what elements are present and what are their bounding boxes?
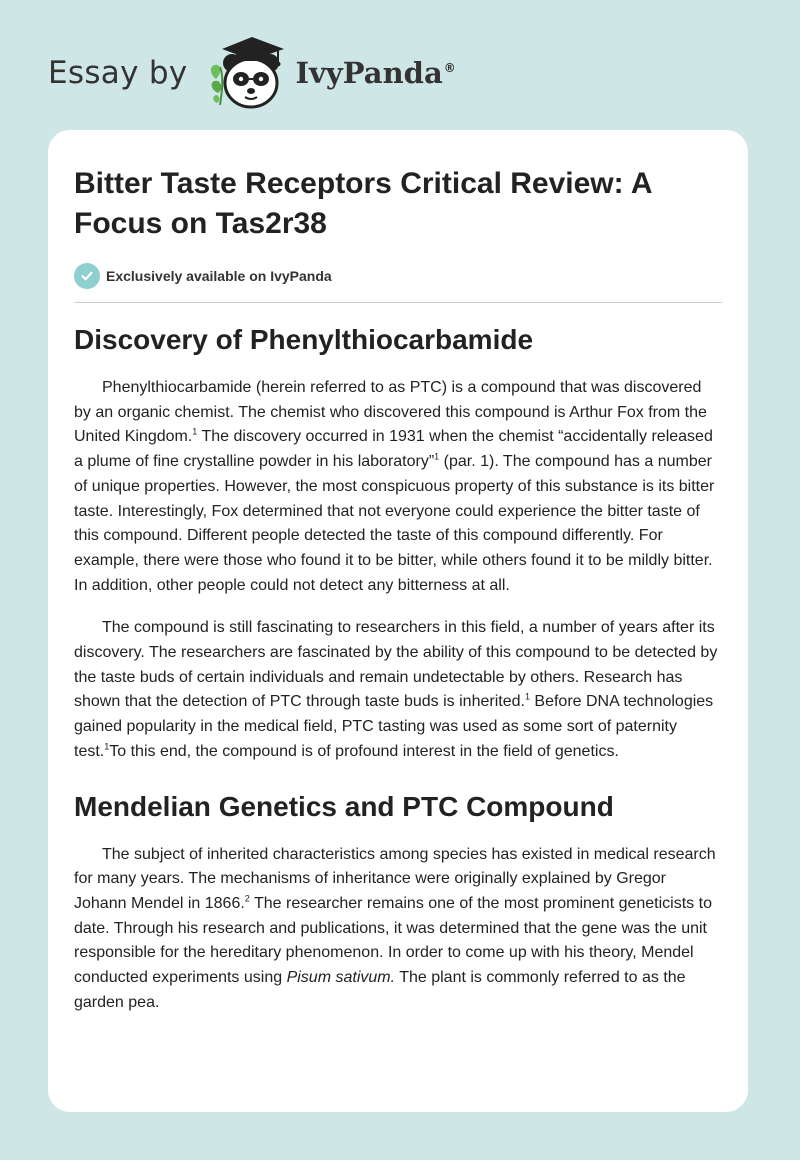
text-segment: Before DNA technologies gained popularity in the medical field, PTC tasting was used as some sort of paternity test. (74, 693, 714, 760)
badge-label: Exclusively available on IvyPanda (106, 268, 332, 284)
text-segment: The discovery occurred in 1931 when the chemist “accidentally released a plume of fine crystalline powder in his laboratory” (74, 428, 713, 471)
title-divider (74, 302, 722, 303)
citation-ref: 1 (524, 692, 530, 703)
brand-prefix: Essay by (48, 55, 188, 91)
panda-logo-icon (206, 33, 290, 113)
page-title: Bitter Taste Receptors Critical Review: A Focus on Tas2r38 (74, 167, 652, 240)
citation-ref: 1 (192, 427, 198, 438)
brand-name-text: IvyPanda (295, 56, 443, 90)
citation-ref: 2 (244, 893, 250, 904)
text-segment: The compound is still fascinating to researchers in this field, a number of years after its discovery. The researchers are fascinated by the ability of this compound to be detected by the taste buds of certain individuals and remain undetectable by others. Research has shown that the detection of PTC through taste buds is inherited. (74, 619, 718, 711)
paragraph-mendelian-1 (74, 843, 722, 1016)
text-segment: To this end, the compound is of profound interest in the field of genetics. (109, 742, 619, 760)
text-segment: (par. 1). The compound has a number of unique properties. However, the most conspicuous property of this substance is its bitter taste. Interestingly, Fox determined that not everyone could experience the bitter taste of this compound. Different people detected the taste of this compound differently. For example, there were those who found it to be bitter, while others found it to be mildly bitter. In addition, other people could not detect any bitterness at all. (74, 453, 715, 594)
brand-header[interactable] (48, 28, 456, 118)
citation-ref: 1 (434, 451, 440, 462)
essay-card (48, 130, 748, 1112)
section-heading-mendelian: Mendelian Genetics and PTC Compound (74, 790, 614, 822)
text-segment: The plant is commonly referred to as the garden pea. (74, 969, 686, 1011)
paragraph-discovery-1 (74, 376, 722, 598)
exclusive-badge (74, 263, 332, 289)
text-segment: The subject of inherited characteristics among species has existed in medical research for many years. The mechanisms of inheritance were originally explained by Gregor Johann Mendel in 1866. (74, 845, 716, 912)
species-name: Pisum sativum. (286, 969, 396, 987)
registered-mark: ® (443, 61, 456, 76)
paragraph-discovery-2 (74, 616, 722, 764)
brand-name (296, 56, 456, 90)
article-body (74, 320, 722, 1015)
check-circle-icon (74, 263, 100, 289)
citation-ref: 1 (104, 741, 110, 752)
section-heading-discovery: Discovery of Phenylthiocarbamide (74, 324, 534, 355)
text-segment: Phenylthiocarbamide (herein referred to as PTC) is a compound that was discovered by an organic chemist. The chemist who discovered this compound is Arthur Fox from the United Kingdom. (74, 379, 707, 446)
text-segment: The researcher remains one of the most prominent geneticists to date. Through his research and publications, it was determined that the gene was the unit responsible for the hereditary phenomenon. In order to come up with his theory, Mendel conducted experiments using (74, 894, 712, 987)
